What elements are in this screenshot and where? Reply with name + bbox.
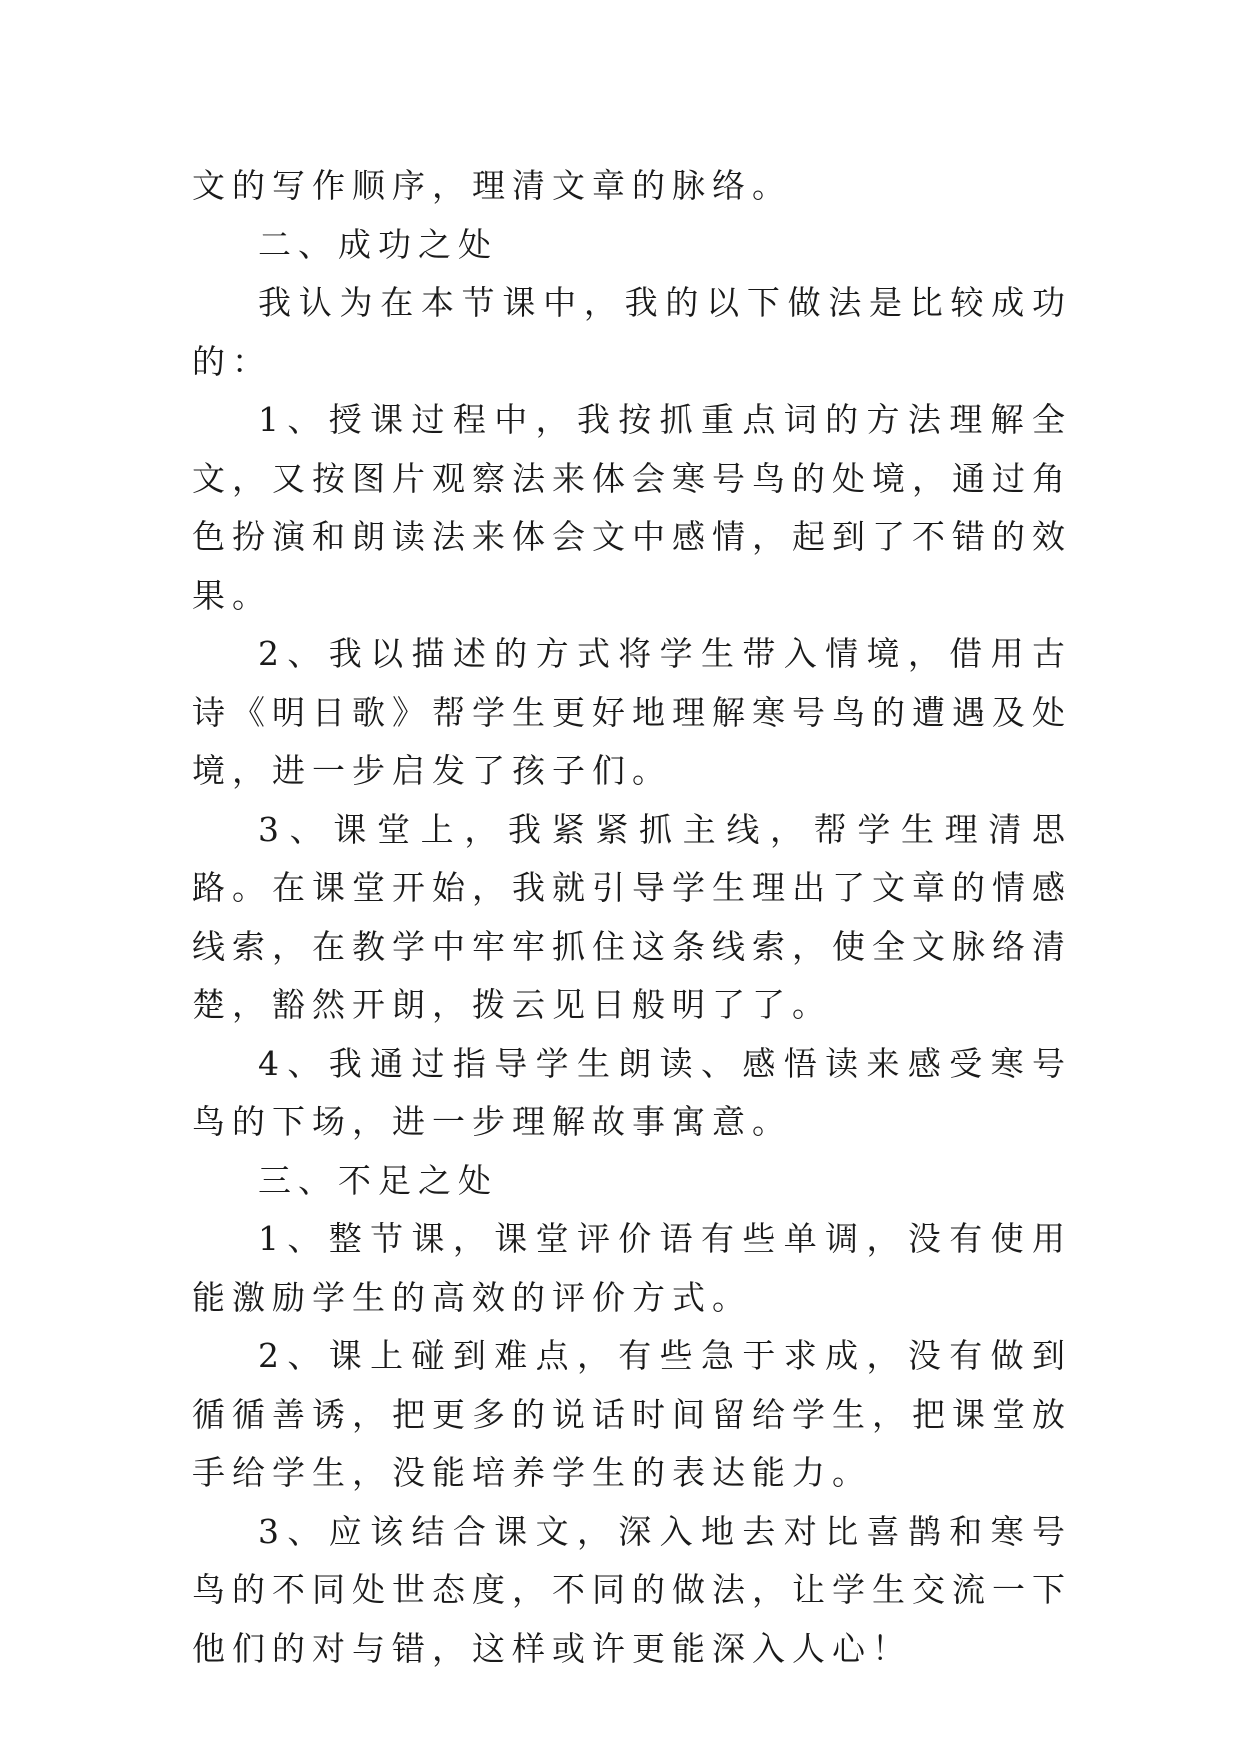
- shortcoming-item-1: 1、整节课，课堂评价语有些单调，没有使用能激励学生的高效的评价方式。: [192, 1219, 1072, 1317]
- success-item-2: 2、我以描述的方式将学生带入情境，借用古诗《明日歌》帮学生更好地理解寒号鸟的遭遇及处境，进一步启发了孩子们。: [192, 634, 1072, 790]
- paragraph-intro: 我认为在本节课中，我的以下做法是比较成功的：: [192, 283, 1072, 381]
- success-item-1: 1、授课过程中，我按抓重点词的方法理解全文，又按图片观察法来体会寒号鸟的处境，通过角色扮演和朗读法来体会文中感情，起到了不错的效果。: [192, 400, 1072, 615]
- document-body: [192, 157, 1072, 1678]
- shortcoming-item-3: 3、应该结合课文，深入地去对比喜鹊和寒号鸟的不同处世态度，不同的做法，让学生交流一下他们的对与错，这样或许更能深入人心！: [192, 1511, 1072, 1668]
- paragraph-continuation: 文的写作顺序，理清文章的脉络。: [192, 166, 792, 205]
- shortcoming-item-2: 2、课上碰到难点，有些急于求成，没有做到循循善诱，把更多的说话时间留给学生，把课堂放手给学生，没能培养学生的表达能力。: [192, 1336, 1072, 1492]
- section-heading-success: 二、成功之处: [258, 224, 498, 264]
- success-item-4: 4、我通过指导学生朗读、感悟读来感受寒号鸟的下场，进一步理解故事寓意。: [192, 1043, 1072, 1141]
- section-heading-shortcomings: 三、不足之处: [258, 1160, 498, 1200]
- success-item-3: 3、课堂上，我紧紧抓主线，帮学生理清思路。在课堂开始，我就引导学生理出了文章的情感线索，在教学中牢牢抓住这条线索，使全文脉络清楚，豁然开朗，拨云见日般明了了。: [192, 809, 1072, 1024]
